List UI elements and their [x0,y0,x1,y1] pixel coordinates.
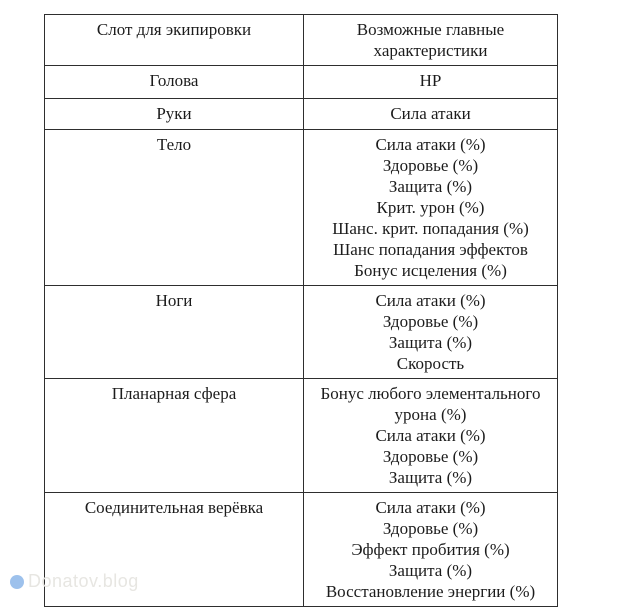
stat-line: Скорость [396,354,465,373]
stat-line: Шанс попадания эффектов [333,240,528,259]
slot-cell: Голова [45,66,304,99]
header-slot-column: Слот для экипировки [45,15,304,66]
table-row [45,66,558,99]
table-header-row [45,15,558,66]
stat-line: Сила атаки (%) [375,498,486,517]
stats-cell [304,99,558,130]
table-row [45,493,558,607]
watermark-dot-icon [10,575,24,589]
watermark-text: Donatov.blog [28,571,139,591]
slot-cell: Тело [45,130,304,286]
stat-line: Защита (%) [388,468,473,487]
stats-cell [304,130,558,286]
stat-line: Здоровье (%) [382,519,479,538]
stat-line: Защита (%) [388,177,473,196]
stat-line: Защита (%) [388,561,473,580]
header-stats-column: Возможные главные характеристики [304,15,558,66]
slot-cell: Соединительная верёвка [45,493,304,607]
stats-cell [304,66,558,99]
stat-line: Сила атаки [390,104,471,123]
stat-line: Сила атаки (%) [375,426,486,445]
equipment-stats-table [44,14,558,607]
table-row [45,99,558,130]
slot-cell: Планарная сфера [45,379,304,493]
stat-line: Крит. урон (%) [376,198,485,217]
stat-line: Бонус любого элементального урона (%) [320,384,541,424]
stat-line: Здоровье (%) [382,447,479,466]
stat-line: HP [419,71,442,90]
stat-line: Сила атаки (%) [375,135,486,154]
stat-line: Защита (%) [388,333,473,352]
stat-line: Здоровье (%) [382,156,479,175]
stat-line: Здоровье (%) [382,312,479,331]
stat-line: Сила атаки (%) [375,291,486,310]
table-row [45,130,558,286]
stat-line: Бонус исцеления (%) [354,261,507,280]
stat-line: Шанс. крит. попадания (%) [332,219,529,238]
table-row [45,286,558,379]
stat-line: Эффект пробития (%) [351,540,510,559]
slot-cell: Ноги [45,286,304,379]
stats-cell [304,493,558,607]
stats-cell [304,379,558,493]
table-row [45,379,558,493]
stats-cell [304,286,558,379]
slot-cell: Руки [45,99,304,130]
stat-line: Восстановление энергии (%) [325,582,536,601]
